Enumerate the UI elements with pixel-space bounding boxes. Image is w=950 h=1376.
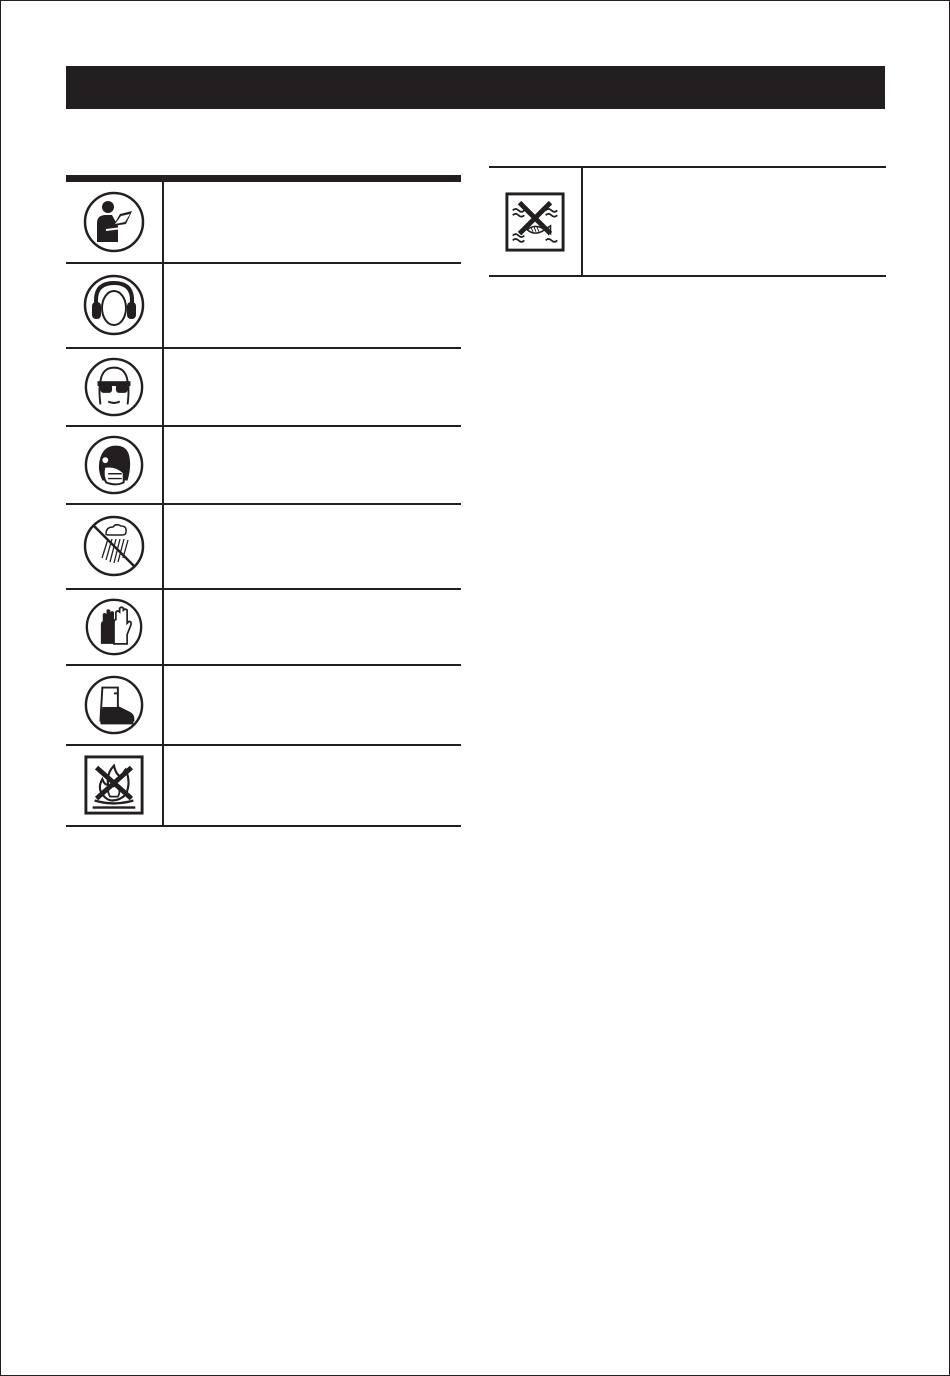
symbol-description	[163, 745, 461, 826]
symbol-row	[66, 263, 461, 348]
section-header-bar	[66, 66, 885, 109]
symbol-icon-cell	[66, 589, 163, 665]
no-rain-icon	[82, 514, 146, 578]
symbol-row	[66, 589, 461, 665]
symbol-icon-cell	[489, 167, 582, 276]
symbol-row	[66, 745, 461, 826]
symbol-description	[163, 179, 461, 263]
symbol-description	[163, 263, 461, 348]
symbol-icon-cell	[66, 665, 163, 745]
symbol-description	[163, 348, 461, 426]
ear-protection-icon	[82, 273, 146, 337]
symbol-row	[66, 665, 461, 745]
protective-gloves-icon	[84, 597, 144, 657]
symbol-icon-cell	[66, 348, 163, 426]
symbol-icon-cell	[66, 263, 163, 348]
read-manual-icon	[82, 190, 146, 254]
symbol-icon-cell	[66, 426, 163, 504]
symbol-icon-cell	[66, 745, 163, 826]
symbol-table-left	[66, 175, 461, 827]
symbol-row	[66, 348, 461, 426]
symbol-table-right	[489, 166, 886, 277]
safety-boots-icon	[83, 674, 145, 736]
symbol-row	[489, 167, 886, 276]
symbol-description	[163, 589, 461, 665]
symbol-icon-cell	[66, 504, 163, 589]
symbol-icon-cell	[66, 179, 163, 263]
symbol-row	[66, 504, 461, 589]
symbol-row	[66, 179, 461, 263]
symbol-row	[66, 426, 461, 504]
dust-mask-icon	[83, 434, 145, 496]
symbol-description	[163, 665, 461, 745]
no-water-disposal-icon	[504, 191, 566, 253]
symbol-description	[163, 426, 461, 504]
eye-protection-icon	[83, 356, 145, 418]
no-burning-icon	[83, 754, 145, 816]
symbol-description	[582, 167, 886, 276]
symbol-description	[163, 504, 461, 589]
